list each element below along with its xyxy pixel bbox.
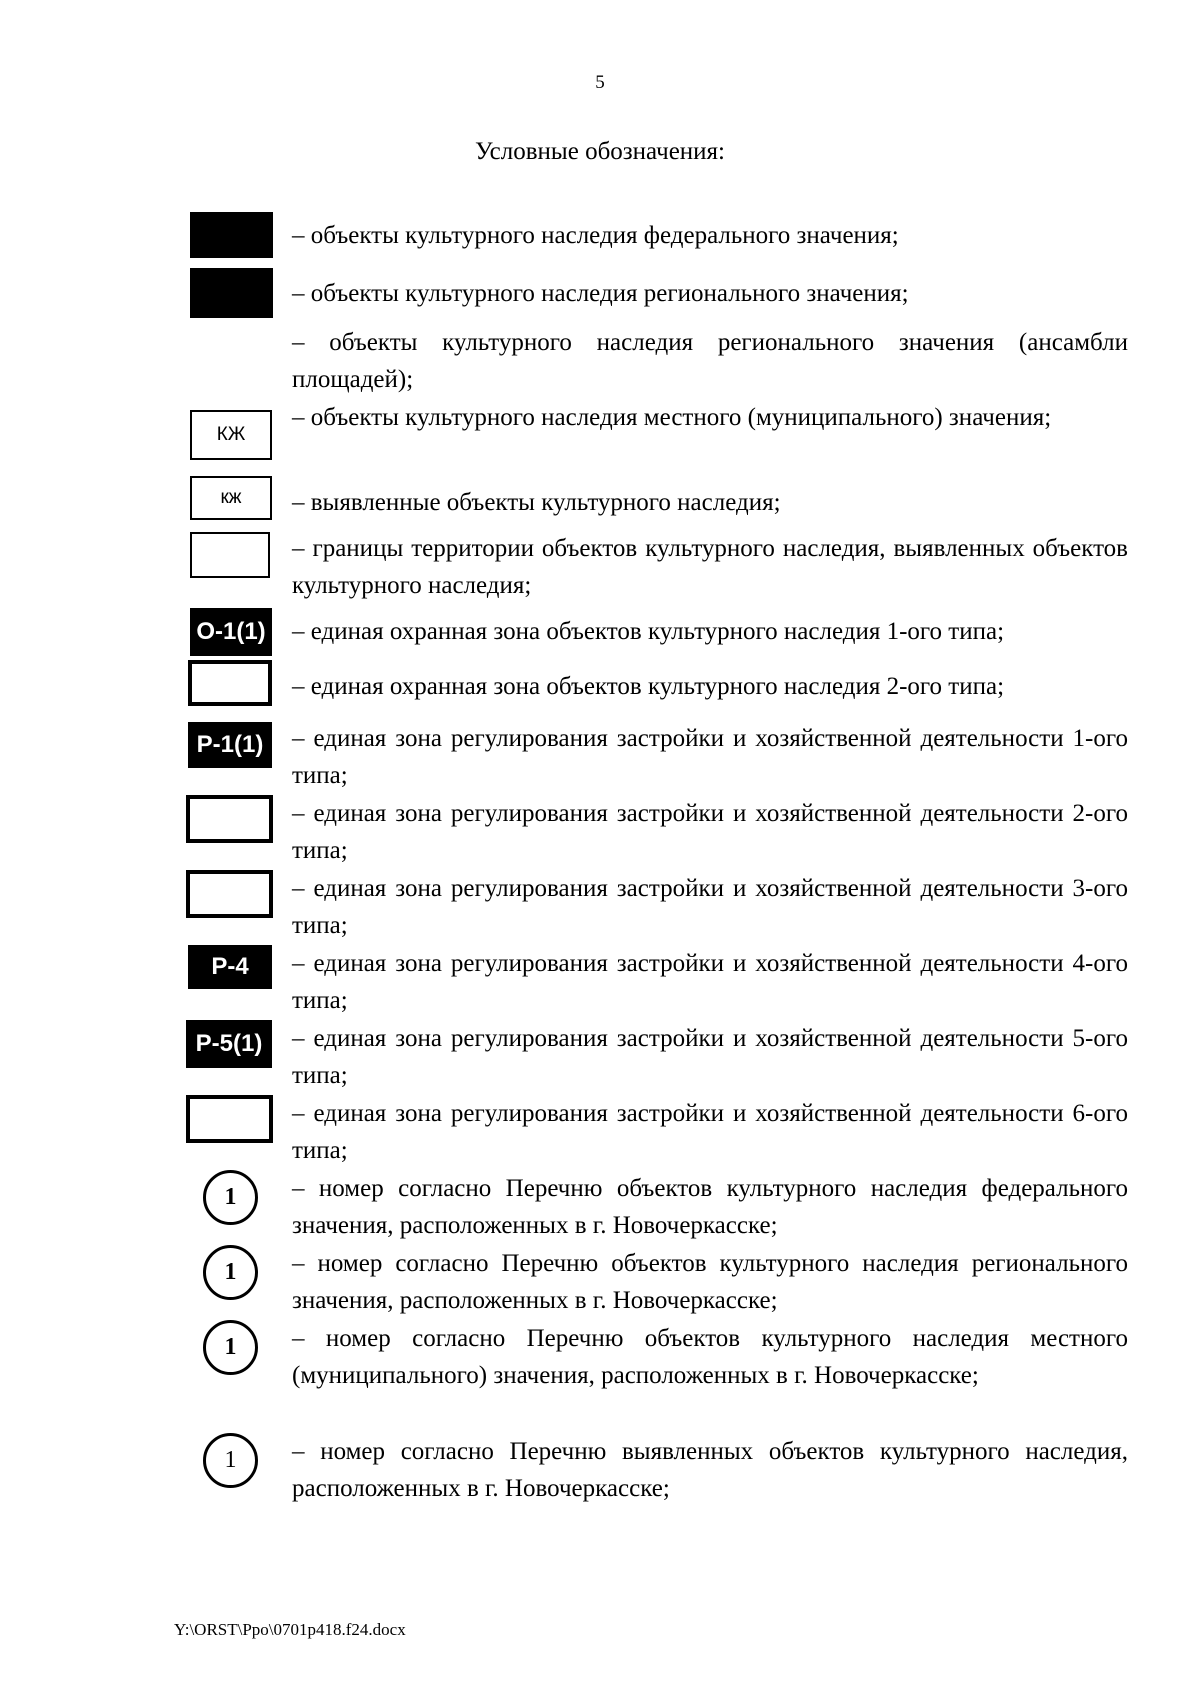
legend-item-text: – номер согласно Перечню объектов культурного наследия регионального значения, расположенных в г. Новочеркасске; [292,1250,1128,1314]
regulation-zone-4-symbol: Р-4 [188,945,272,989]
legend-item-text: – номер согласно Перечню выявленных объектов культурного наследия, расположенных в г. Новочеркасске; [292,1438,1128,1502]
legend-item-text: – номер согласно Перечню объектов культурного наследия федерального значения, расположенных в г. Новочеркасске; [292,1175,1128,1239]
legend-item-text: – границы территории объектов культурного наследия, выявленных объектов культурного наследия; [292,535,1128,599]
legend-item-text: – объекты культурного наследия местного (муниципального) значения; [292,404,1052,431]
regulation-zone-6-symbol [186,1095,273,1143]
legend-item-text: – единая охранная зона объектов культурного наследия 2-ого типа; [292,673,1005,700]
number-circle-federal: 1 [203,1170,258,1225]
regulation-zone-1-symbol: Р-1(1) [188,722,272,768]
legend-item-text: – объекты культурного наследия регионального значения; [292,280,909,307]
regulation-zone-2-symbol [186,795,273,843]
legend-item-text: – единая зона регулирования застройки и хозяйственной деятельности 1-ого типа; [292,725,1128,789]
legend-item-text: – единая зона регулирования застройки и хозяйственной деятельности 4-ого типа; [292,950,1128,1014]
territory-boundary-symbol [190,532,270,578]
legend-item-text: – единая зона регулирования застройки и хозяйственной деятельности 2-ого типа; [292,800,1128,864]
legend-item-text: – объекты культурного наследия федерального значения; [292,222,899,249]
protection-zone-1-symbol: О-1(1) [190,608,272,656]
legend-item-text: – единая зона регулирования застройки и хозяйственной деятельности 6-ого типа; [292,1100,1128,1164]
legend-item-text: – объекты культурного наследия регионального значения (ансамбли площадей); [292,329,1128,393]
footer-file-path: Y:\ORST\Ppo\0701p418.f24.docx [174,1620,406,1639]
page-number: 5 [595,72,605,93]
number-circle-regional: 1 [203,1245,258,1300]
local-heritage-symbol: КЖ [190,410,272,460]
regulation-zone-3-symbol [186,870,273,918]
regulation-zone-5-symbol: Р-5(1) [186,1020,272,1068]
number-circle-local: 1 [203,1320,258,1375]
legend-item-text: – номер согласно Перечню объектов культурного наследия местного (муниципального) значения, расположенных в г. Новочеркасске; [292,1325,1128,1389]
identified-heritage-symbol: кж [190,476,272,520]
legend-item-text: – выявленные объекты культурного наследия; [292,489,781,516]
number-circle-identified: 1 [203,1433,258,1488]
federal-heritage-symbol [190,212,273,258]
regional-heritage-symbol [190,268,273,318]
legend-item-text: – единая зона регулирования застройки и хозяйственной деятельности 5-ого типа; [292,1025,1128,1089]
legend-item-text: – единая охранная зона объектов культурного наследия 1-ого типа; [292,618,1005,645]
protection-zone-2-symbol [188,660,272,706]
legend-item-text: – единая зона регулирования застройки и хозяйственной деятельности 3-ого типа; [292,875,1128,939]
legend-title: Условные обозначения: [474,138,726,165]
